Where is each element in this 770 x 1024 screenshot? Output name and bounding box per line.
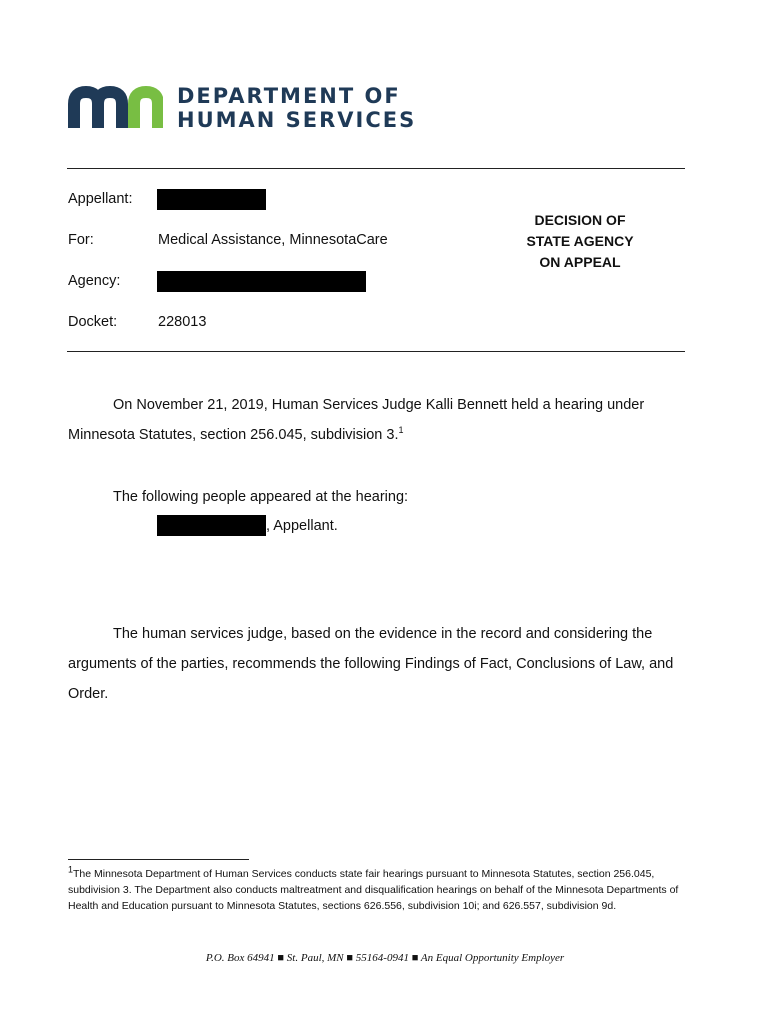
agency-label: Agency: xyxy=(68,273,121,289)
footnote-divider xyxy=(68,859,249,860)
appellant-suffix: , Appellant. xyxy=(266,518,338,534)
logo-wordmark xyxy=(177,84,416,132)
recommendation-line-1: The human services judge, based on the evidence in the record and considering the xyxy=(113,626,653,642)
appellant-redaction xyxy=(157,189,266,210)
footnote-marker: 1 xyxy=(68,864,74,875)
appearances-paragraph xyxy=(68,482,708,512)
for-label: For: xyxy=(68,232,94,248)
appellant-label: Appellant: xyxy=(68,191,133,207)
hearing-paragraph xyxy=(68,390,708,450)
footnote xyxy=(68,866,698,914)
header-divider-bottom xyxy=(67,351,685,352)
page-footer: P.O. Box 64941 ■ St. Paul, MN ■ 55164-0941 ■ An Equal Opportunity Employer xyxy=(205,952,565,964)
logo-line-1: DEPARTMENT OF xyxy=(177,84,401,108)
footnote-reference[interactable]: 1 xyxy=(398,425,404,436)
decision-heading xyxy=(500,210,660,273)
appellant-appearance xyxy=(266,511,566,541)
appearance-redaction xyxy=(157,515,266,536)
agency-redaction xyxy=(157,271,366,292)
mn-logo-icon xyxy=(67,84,163,130)
appearances-line: The following people appeared at the hearing: xyxy=(113,489,409,505)
recommendation-line-2: arguments of the parties, recommends the following Findings of Fact, Conclusions of Law, and xyxy=(68,656,674,672)
recommendation-line-3: Order. xyxy=(68,686,109,702)
hearing-line-1: On November 21, 2019, Human Services Judge Kalli Bennett held a hearing under xyxy=(113,397,645,413)
logo-line-2: HUMAN SERVICES xyxy=(177,108,417,132)
decision-line-2: STATE AGENCY xyxy=(526,233,634,249)
decision-line-3: ON APPEAL xyxy=(539,254,621,270)
footnote-text: The Minnesota Department of Human Services conducts state fair hearings pursuant to Minnesota Statutes, section 256.045, subdivision 3. The Department also conducts maltreatment and disqualification hearings on behalf of the Minnesota Departments of Health and Education pursuant to Minnesota Statutes, sections 626.556, subdivision 10i; and 626.557, subdivision 9d. xyxy=(68,868,679,912)
header-divider-top xyxy=(67,168,685,169)
for-value: Medical Assistance, MinnesotaCare xyxy=(158,232,388,248)
recommendation-paragraph xyxy=(68,619,708,709)
docket-label: Docket: xyxy=(68,314,118,330)
decision-line-1: DECISION OF xyxy=(534,212,626,228)
dhs-logo xyxy=(67,84,427,132)
hearing-line-2: Minnesota Statutes, section 256.045, subdivision 3. xyxy=(68,427,399,443)
docket-value: 228013 xyxy=(158,314,207,330)
